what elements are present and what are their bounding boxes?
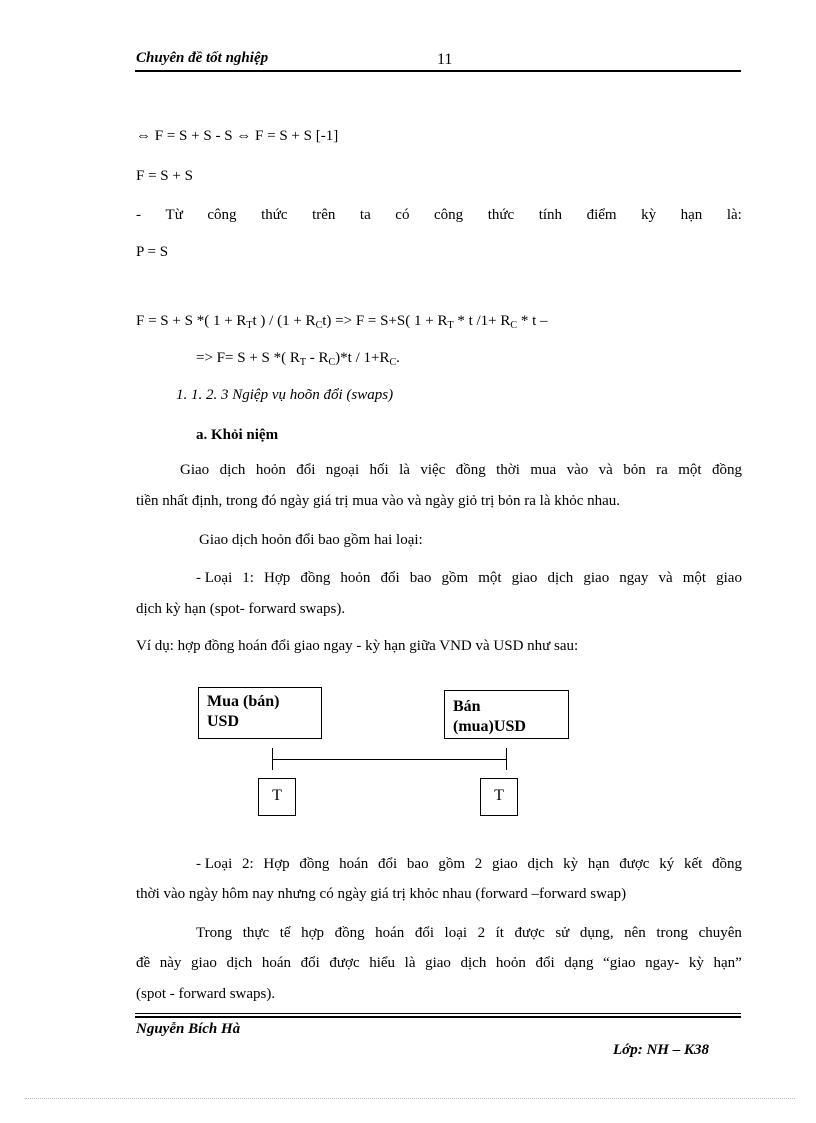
word: Trong	[196, 925, 233, 941]
word: đồng	[455, 462, 486, 478]
para3-line1	[196, 925, 742, 942]
para3-line3: (spot - forward swaps).	[136, 986, 276, 1002]
page-bottom-dotted-line	[25, 1098, 795, 1099]
word: dạng	[564, 955, 594, 971]
word: dịch	[226, 955, 253, 971]
word: kết	[683, 856, 703, 872]
formula-line-p: P = S	[136, 244, 169, 260]
word: đổi	[300, 955, 320, 971]
word: đồng	[299, 856, 330, 872]
word: điểm	[586, 207, 617, 223]
word: là:	[726, 207, 742, 223]
word: trong	[656, 925, 689, 941]
page-number: 11	[437, 51, 453, 68]
word: gồm	[438, 856, 465, 872]
word: việc	[420, 462, 446, 478]
word: dịch	[460, 955, 487, 971]
word: là	[404, 955, 416, 971]
timeline	[272, 759, 507, 760]
loai1-line2: dịch kỳ hạn (spot- forward swaps).	[136, 601, 346, 617]
word: trên	[312, 207, 336, 223]
word: bao	[409, 570, 432, 586]
para3-line2	[136, 955, 742, 972]
word: đề	[136, 955, 151, 971]
word: thực	[242, 925, 270, 941]
word: “giao	[603, 955, 636, 971]
footer-class: Lớp: NH – K38	[613, 1042, 709, 1058]
header-rule	[135, 70, 741, 72]
formula-line-result: => F= S + S *( $R_T - R_C)*t / 1+R_C$.	[196, 350, 400, 368]
loai1-line1	[196, 570, 742, 587]
word: Từ	[165, 207, 183, 223]
word: loại	[444, 925, 468, 941]
word: ngoại	[325, 462, 360, 478]
word: một	[682, 570, 707, 586]
word: 2:	[241, 856, 254, 872]
left-box-line2: USD	[207, 713, 240, 730]
word: 1:	[242, 570, 254, 586]
word: hối	[369, 462, 389, 478]
formula-intro-line	[136, 207, 742, 224]
word: tế	[279, 925, 291, 941]
right-box-line2: (mua)USD	[453, 718, 526, 735]
word: được	[514, 925, 545, 941]
word: công	[433, 207, 464, 223]
word: này	[159, 955, 182, 971]
word: 2	[477, 925, 486, 941]
word: giao	[716, 570, 742, 586]
word: - Loại	[196, 856, 233, 872]
word: kỳ	[641, 207, 657, 223]
word: là	[399, 462, 410, 478]
word: dịch	[547, 570, 574, 586]
diagram-right-t: T	[480, 778, 518, 816]
diagram-left-t: T	[258, 778, 296, 816]
word: dịch	[527, 856, 554, 872]
word: thức	[487, 207, 515, 223]
right-box-line1: Bán	[453, 698, 481, 715]
word: đổi	[296, 462, 316, 478]
word: giao	[511, 570, 538, 586]
word: giao	[191, 955, 217, 971]
word: ngay	[619, 570, 649, 586]
word: hạn”	[713, 955, 742, 971]
word: hoỏn	[495, 955, 526, 971]
word: ít	[495, 925, 504, 941]
para1-line1	[180, 462, 742, 479]
word: đồng	[334, 925, 365, 941]
footer-author: Nguyễn Bích Hà	[136, 1021, 241, 1037]
word: mua	[530, 462, 557, 478]
word: -	[136, 207, 141, 223]
word: một	[478, 570, 502, 586]
word: nên	[624, 925, 646, 941]
word: hoán	[339, 856, 369, 872]
left-box-line1: Mua (bán)	[207, 693, 280, 710]
loai2-line2: thời vào ngày hôm nay nhưng có ngày giá trị khỏc nhau (forward –forward swap)	[136, 886, 627, 902]
word: Giao	[180, 462, 210, 478]
word: đổi	[535, 955, 555, 971]
word: ta	[359, 207, 371, 223]
word: một	[678, 462, 702, 478]
word: ra	[656, 462, 668, 478]
formula-line-1: ⇔ F = S + S - S ⇔ F = S + S [-1]	[136, 128, 339, 144]
word: gồm	[441, 570, 469, 586]
word: đổi	[414, 925, 434, 941]
word: giao	[425, 955, 451, 971]
word: đồng	[711, 462, 742, 478]
word: và	[658, 570, 673, 586]
section-heading: 1. 1. 2. 3 Ngiệp vụ hoõn đổi (swaps)	[176, 387, 394, 403]
word: 2	[474, 856, 483, 872]
word: hạn	[680, 207, 703, 223]
word: ngay-	[645, 955, 680, 971]
word: hoỏn	[340, 570, 371, 586]
diagram-right-box	[444, 690, 569, 739]
word: công	[207, 207, 237, 223]
word: - Loại	[196, 570, 233, 586]
word: hoỏn	[255, 462, 286, 478]
word: vào	[566, 462, 589, 478]
word: đồng	[300, 570, 331, 586]
para2: Giao dịch hoỏn đổi bao gồm hai loại:	[199, 532, 423, 548]
footer-rule-2	[135, 1016, 741, 1018]
word: được	[329, 955, 360, 971]
word: Hợp	[263, 856, 290, 872]
para1-line2: tiền nhất định, trong đó ngày giá trị mua vào và ngày giỏ trị bỏn ra là khỏc nhau.	[136, 493, 621, 509]
word: bỏn	[623, 462, 646, 478]
word: đổi	[378, 856, 398, 872]
word: thức	[261, 207, 288, 223]
word: kỳ	[688, 955, 704, 971]
word: bao	[406, 856, 429, 872]
example-line: Ví dụ: hợp đồng hoán đổi giao ngay - kỳ hạn giữa VND và USD như sau:	[136, 638, 579, 654]
word: ký	[659, 856, 675, 872]
header-title: Chuyên đề tốt nghiệp	[136, 50, 269, 66]
word: hoán	[261, 955, 292, 971]
word: dụng,	[579, 925, 614, 941]
word: Hợp	[264, 570, 291, 586]
word: kỳ	[563, 856, 579, 872]
word: giao	[583, 570, 610, 586]
word: và	[598, 462, 613, 478]
word: hoán	[375, 925, 405, 941]
word: dịch	[219, 462, 246, 478]
word: hạn	[587, 856, 610, 872]
word: đồng	[712, 856, 742, 872]
word: hiểu	[369, 955, 396, 971]
word: thời	[496, 462, 520, 478]
word: được	[619, 856, 650, 872]
word: chuyên	[698, 925, 742, 941]
formula-line-2: F = S + S	[136, 168, 193, 184]
word: có	[395, 207, 410, 223]
diagram-left-box	[198, 687, 322, 739]
loai2-line1	[196, 856, 742, 873]
footer-rule-1	[135, 1013, 741, 1014]
word: đổi	[380, 570, 400, 586]
word: sử	[555, 925, 570, 941]
word: tính	[538, 207, 563, 223]
section-subheading: a. Khỏi niệm	[196, 427, 279, 443]
word: giao	[491, 856, 518, 872]
word: hợp	[301, 925, 325, 941]
formula-line-f: F = S + S *( $1 + R_Tt$ ) / $(1 + R_Ct) => F = S+S$( $1 + R_T * t$ $/1+ R_C * t$ –	[136, 313, 548, 331]
